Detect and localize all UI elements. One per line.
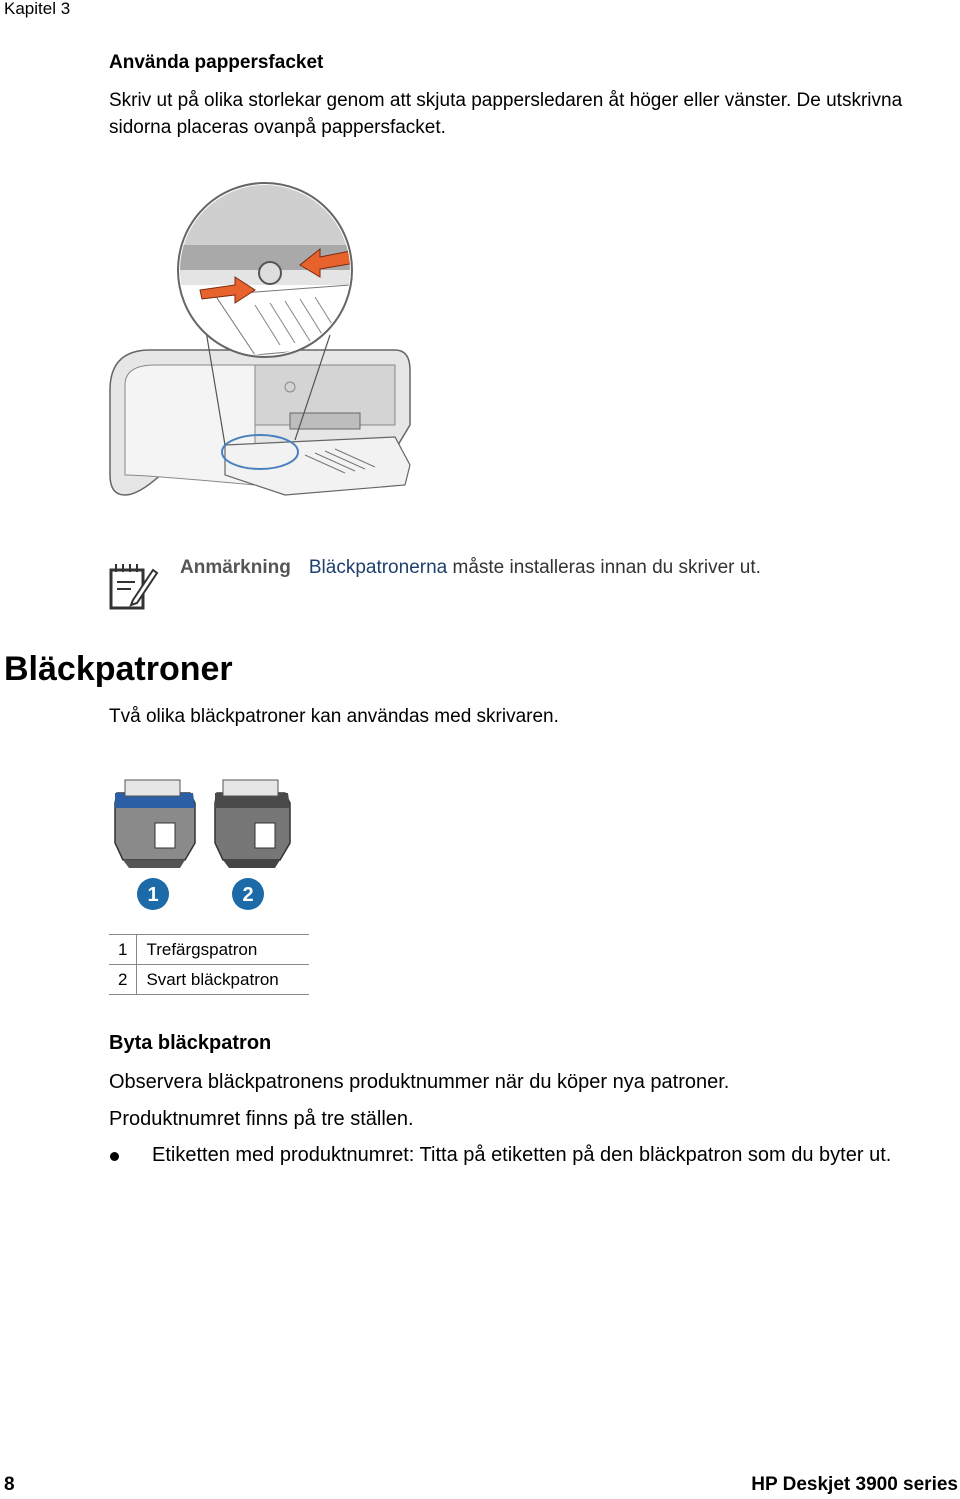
printer-illustration: [105, 175, 425, 515]
bullet-dot: [110, 1152, 119, 1161]
badge-1: [137, 878, 169, 910]
svg-text:1: 1: [147, 884, 159, 906]
cartridges-intro: Två olika bläckpatroner kan användas med skrivaren.: [109, 706, 559, 727]
paper-tray-text: Skriv ut på olika storlekar genom att skjuta pappersledaren åt höger eller vänster. De utskrivna sidorna placeras ovanpå pappersfacket.: [109, 90, 903, 138]
bullet-item: Etiketten med produktnumret: Titta på etiketten på den bläckpatron som du byter ut.: [152, 1144, 892, 1166]
section-heading-replace: Byta bläckpatron: [109, 1032, 272, 1054]
note-body: måste installeras innan du skriver ut.: [447, 557, 761, 578]
cartridges-link[interactable]: Bläckpatronerna: [308, 557, 448, 578]
chapter-label: Kapitel 3: [4, 0, 71, 18]
table-row: [109, 965, 309, 995]
section-heading-paper-tray: Använda pappersfacket: [109, 52, 324, 73]
note-text: [180, 557, 761, 579]
replace-text-1: Observera bläckpatronens produktnummer när du köper nya patroner.: [109, 1071, 730, 1093]
legend-label: Trefärgspatron: [146, 939, 258, 959]
badge-2: [232, 878, 264, 910]
footer-title: HP Deskjet 3900 series: [751, 1474, 958, 1495]
replace-text-2: Produktnumret finns på tre ställen.: [109, 1108, 414, 1130]
cartridges-illustration: [105, 768, 305, 918]
table-row: [109, 935, 309, 965]
note-icon: [107, 558, 159, 614]
svg-text:2: 2: [242, 884, 254, 906]
tricolor-cartridge: [115, 780, 195, 868]
section-heading-cartridges: Bläckpatroner: [4, 650, 233, 688]
legend-number: 2: [109, 965, 137, 995]
page-number: 8: [4, 1474, 15, 1495]
note-label: Anmärkning: [180, 557, 291, 578]
cartridge-legend-table: [109, 934, 309, 995]
legend-number: 1: [109, 935, 137, 965]
black-cartridge: [215, 780, 290, 868]
legend-label: Svart bläckpatron: [146, 969, 279, 989]
